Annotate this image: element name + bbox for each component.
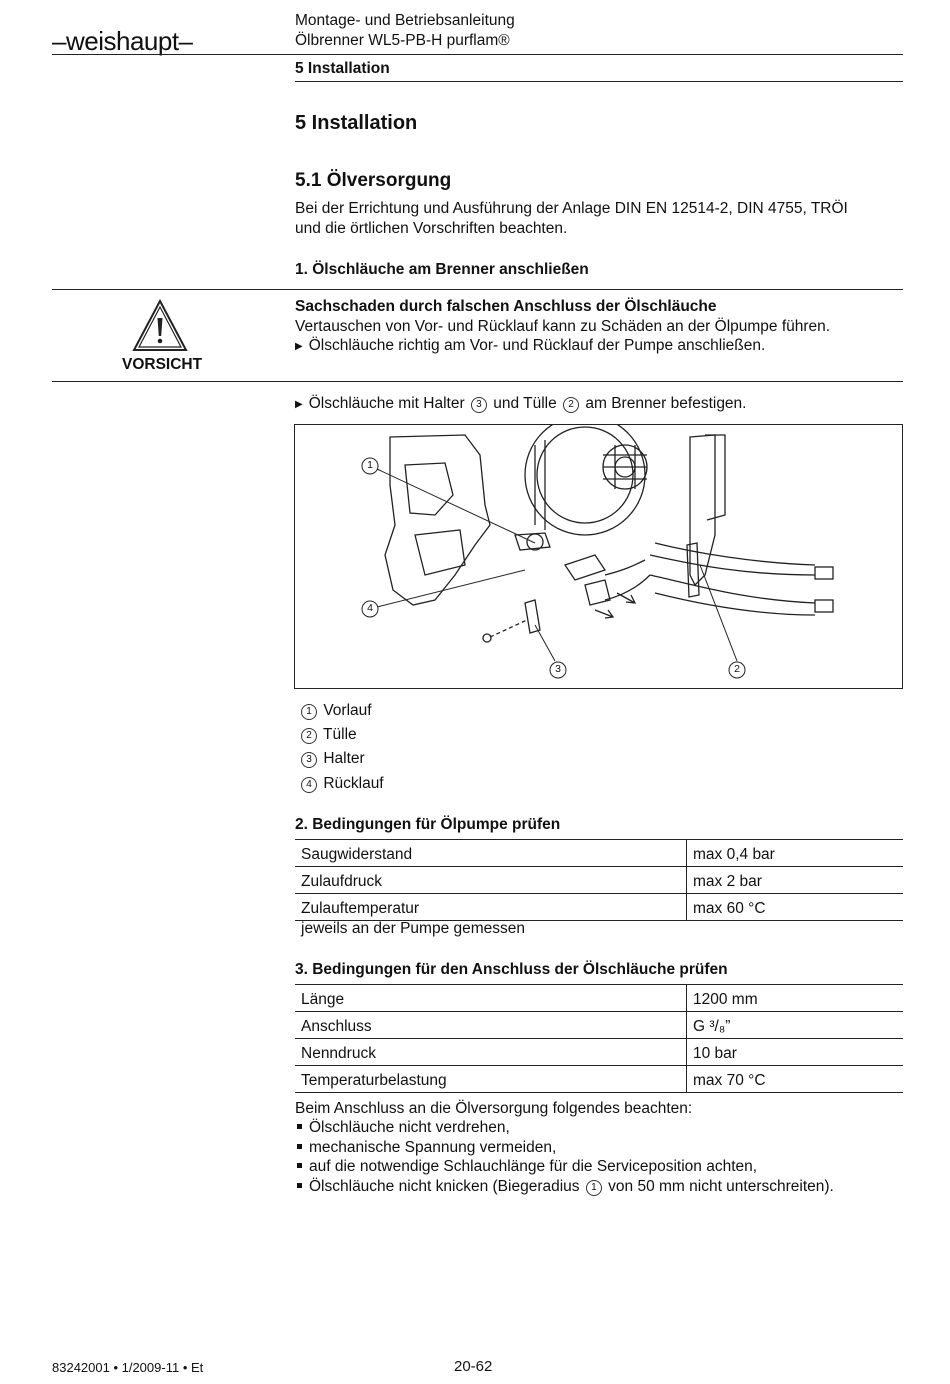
- step1-title: 1. Ölschläuche am Brenner anschließen: [295, 261, 589, 278]
- page-number: 20-62: [454, 1358, 493, 1375]
- step1-action: [295, 394, 746, 415]
- legend-item: [301, 775, 384, 793]
- table-cell-value: 1200 mm: [687, 985, 904, 1012]
- callout-ref-3: 3: [471, 397, 487, 413]
- step1-action-text-c: am Brenner befestigen.: [585, 395, 747, 412]
- pump-conditions-table: [295, 839, 903, 921]
- legend-number: 3: [301, 752, 317, 768]
- legend-label: Tülle: [323, 726, 357, 743]
- note-item: [295, 1138, 556, 1158]
- table-row: [295, 894, 903, 921]
- note-item: [295, 1118, 510, 1138]
- table-cell-param: Temperaturbelastung: [295, 1066, 687, 1093]
- note-text-end: von 50 mm nicht unterschreiten).: [608, 1178, 834, 1195]
- step1-action-text-b: und Tülle: [493, 395, 557, 412]
- intro-line2: und die örtlichen Vorschriften beachten.: [295, 220, 568, 237]
- warning-bottom-rule: [52, 381, 903, 382]
- bullet-icon: [297, 1124, 302, 1129]
- brand-logo: –weishaupt–: [52, 26, 193, 56]
- note-text: auf die notwendige Schlauchlänge für die Serviceposition achten,: [309, 1158, 758, 1175]
- section-title: 5.1 Ölversorgung: [295, 170, 452, 191]
- table-cell-param: Länge: [295, 985, 687, 1012]
- footer-doc-number: 83242001 • 1/2009-11 • Et: [52, 1360, 204, 1375]
- section-rule: [295, 81, 903, 82]
- figure-callout-3: 3: [555, 663, 561, 675]
- warning-top-rule: [52, 289, 903, 290]
- legend-number: 4: [301, 777, 317, 793]
- note-text: Ölschläuche nicht knicken (Biegeradius: [309, 1178, 580, 1195]
- table-cell-value: max 70 °C: [687, 1066, 904, 1093]
- callout-ref-2: 2: [563, 397, 579, 413]
- table-row: [295, 1066, 903, 1093]
- action-arrow-icon: ▶: [295, 399, 303, 410]
- step2-title: 2. Bedingungen für Ölpumpe prüfen: [295, 816, 561, 833]
- table-cell-value: max 0,4 bar: [687, 840, 904, 867]
- table-cell-value: 10 bar: [687, 1039, 904, 1066]
- figure-callout-1: 1: [367, 459, 373, 471]
- legend-item: [301, 750, 365, 768]
- table-row: [295, 985, 903, 1012]
- legend-label: Halter: [323, 750, 365, 767]
- bullet-icon: [297, 1144, 302, 1149]
- figure-callout-2: 2: [734, 663, 740, 675]
- table-cell-param: Zulauftemperatur: [295, 894, 687, 921]
- table-cell-value: G ³/₈”: [687, 1012, 904, 1039]
- step1-action-text-a: Ölschläuche mit Halter: [308, 395, 465, 412]
- callout-ref-1: 1: [586, 1180, 602, 1196]
- chapter-title: 5 Installation: [295, 112, 418, 134]
- doc-title-line2: Ölbrenner WL5-PB-H purflam®: [295, 32, 510, 49]
- note-text: mechanische Spannung vermeiden,: [309, 1139, 557, 1156]
- step3-title: 3. Bedingungen für den Anschluss der Ölschläuche prüfen: [295, 961, 728, 978]
- warning-title: Sachschaden durch falschen Anschluss der Ölschläuche: [295, 298, 717, 315]
- legend-item: [301, 726, 357, 744]
- warning-signal-word: VORSICHT: [122, 356, 203, 373]
- action-arrow-icon: ▶: [295, 341, 303, 352]
- warning-text: Vertauschen von Vor- und Rücklauf kann zu Schäden an der Ölpumpe führen.: [295, 318, 831, 335]
- table-row: [295, 1012, 903, 1039]
- legend-label: Vorlauf: [323, 702, 372, 719]
- running-section-label: 5 Installation: [295, 60, 390, 77]
- hose-conditions-table: [295, 984, 903, 1093]
- table-row: [295, 1039, 903, 1066]
- warning-triangle-icon: [131, 298, 189, 359]
- brand-logo-text: weishaupt: [65, 26, 179, 56]
- table-cell-param: Saugwiderstand: [295, 840, 687, 867]
- note-item: [295, 1177, 834, 1197]
- table-cell-value: max 60 °C: [687, 894, 904, 921]
- legend-number: 2: [301, 728, 317, 744]
- notes-intro: Beim Anschluss an die Ölversorgung folgendes beachten:: [295, 1100, 693, 1117]
- note-item: [295, 1157, 757, 1177]
- bullet-icon: [297, 1163, 302, 1168]
- header-rule: [52, 54, 903, 55]
- intro-line1: Bei der Errichtung und Ausführung der Anlage DIN EN 12514-2, DIN 4755, TRÖI: [295, 200, 848, 217]
- burner-illustration: [295, 425, 901, 687]
- legend-label: Rücklauf: [323, 775, 384, 792]
- table-cell-param: Anschluss: [295, 1012, 687, 1039]
- bullet-icon: [297, 1183, 302, 1188]
- warning-action-text: Ölschläuche richtig am Vor- und Rücklauf der Pumpe anschließen.: [308, 337, 766, 354]
- figure-callout-4: 4: [367, 602, 373, 614]
- burner-figure: [294, 424, 903, 689]
- pump-note: jeweils an der Pumpe gemessen: [301, 920, 526, 937]
- table-row: [295, 867, 903, 894]
- note-text: Ölschläuche nicht verdrehen,: [309, 1119, 510, 1136]
- warning-action: [295, 336, 765, 357]
- table-cell-param: Zulaufdruck: [295, 867, 687, 894]
- doc-title-line1: Montage- und Betriebsanleitung: [295, 12, 515, 29]
- legend-item: [301, 702, 372, 720]
- table-row: [295, 840, 903, 867]
- legend-number: 1: [301, 704, 317, 720]
- table-cell-param: Nenndruck: [295, 1039, 687, 1066]
- table-cell-value: max 2 bar: [687, 867, 904, 894]
